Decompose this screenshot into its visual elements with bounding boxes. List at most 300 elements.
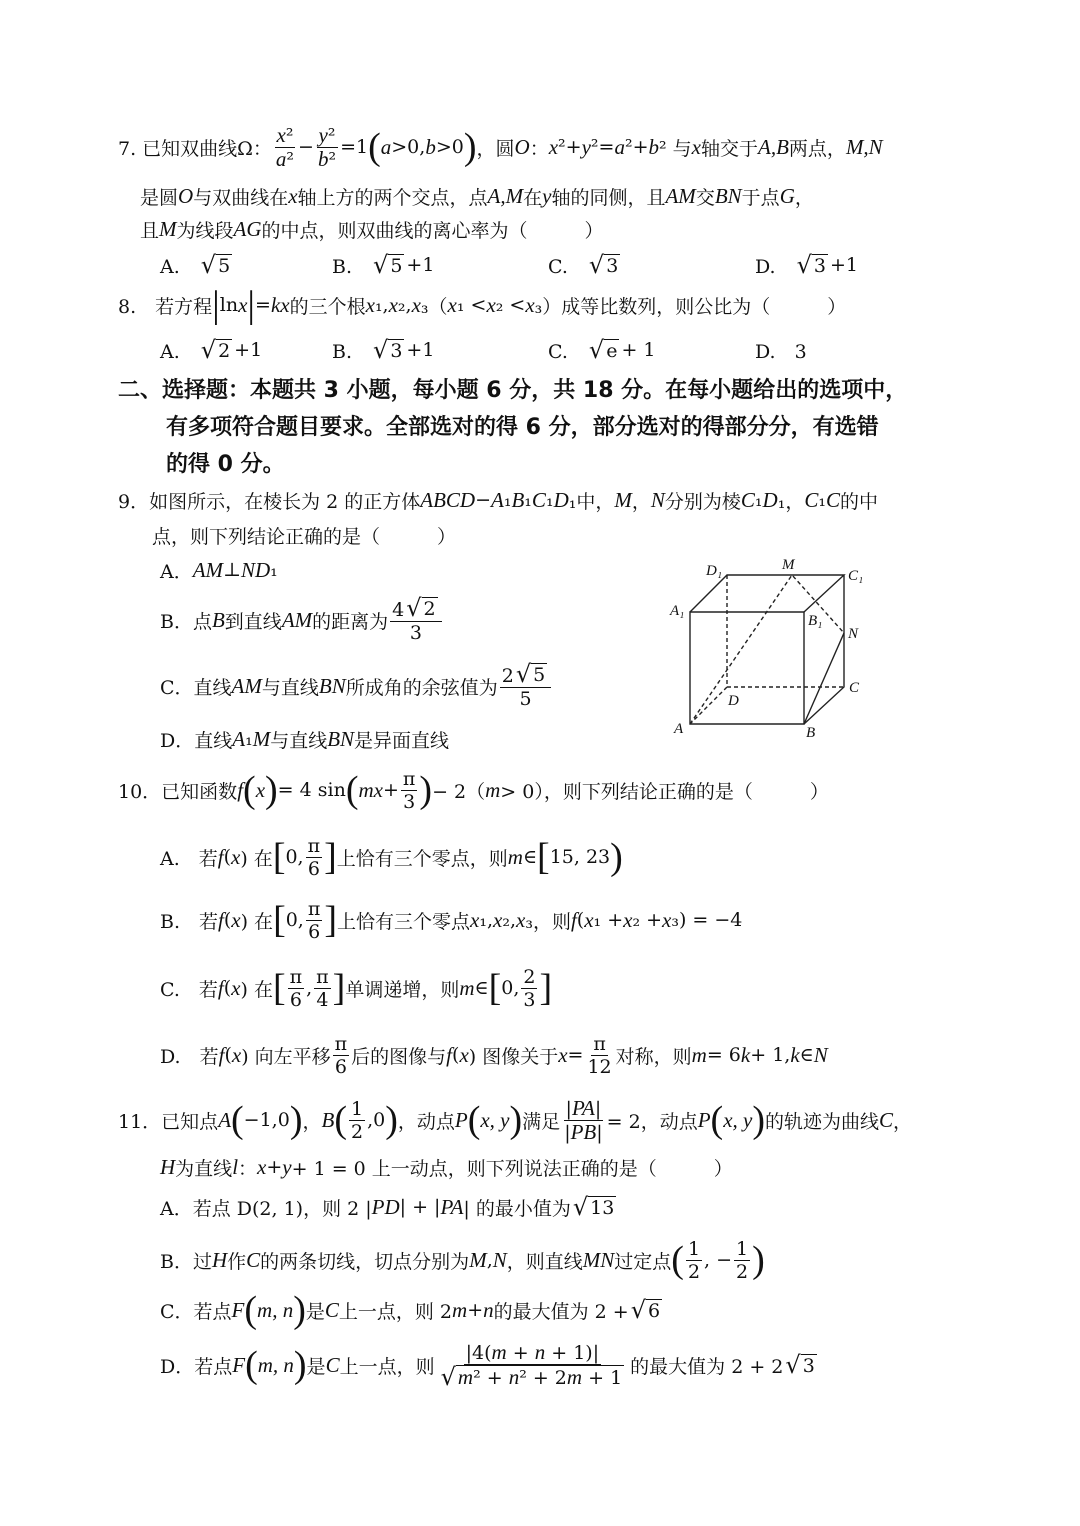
math-variable: x <box>288 183 298 208</box>
fraction <box>306 898 323 943</box>
text-run: 15, 23 <box>549 846 611 868</box>
denominator <box>274 148 296 171</box>
math-variable: A <box>232 726 246 751</box>
text-run: ) 在 <box>240 978 273 1001</box>
text-run: 6 <box>334 1055 347 1078</box>
text-run: ₁， <box>777 490 805 513</box>
math-bracket: ) <box>463 126 477 168</box>
math-variable: x <box>447 292 457 317</box>
text-run: 1 <box>736 1237 749 1260</box>
text-run: π <box>316 965 329 988</box>
math-variable: x <box>238 292 248 317</box>
math-variable: m <box>507 844 523 869</box>
text-run: + 1, <box>750 1044 791 1066</box>
text-run: 后的图像与 <box>351 1045 447 1068</box>
radicand <box>646 1299 662 1322</box>
text-run: D. 3 <box>755 340 807 363</box>
text-run: 5 <box>390 255 403 277</box>
fraction <box>734 1238 750 1283</box>
cube-figure <box>668 553 878 743</box>
radical-sign: √ <box>200 251 217 279</box>
denominator <box>408 622 424 644</box>
text-run: 6 <box>648 1300 661 1322</box>
math-variable: f <box>570 907 577 932</box>
q9-line-1 <box>118 480 878 520</box>
text-run: A． <box>160 560 193 583</box>
q8-line-1 <box>118 285 846 325</box>
text-run: ²+ <box>624 136 649 158</box>
text-run: 到直线 <box>224 610 282 633</box>
math-variable: BN <box>714 183 742 208</box>
radical-sign: √ <box>406 594 422 622</box>
math-variable: AM <box>665 183 696 208</box>
text-run: > 0），则下列结论正确的是（ ） <box>500 780 829 803</box>
radical-sign: √ <box>373 336 389 364</box>
fraction <box>401 768 418 813</box>
text-run: ₃）成等比数列，则公比为（ ） <box>534 295 847 318</box>
math-variable: M <box>159 216 177 241</box>
math-variable: B <box>511 487 525 512</box>
text-run: C. <box>548 255 587 278</box>
math-variable: x <box>623 907 633 932</box>
math-variable: y <box>282 1154 292 1179</box>
numerator <box>306 835 323 858</box>
text-run: ² <box>286 148 295 171</box>
label-n: N <box>848 626 859 642</box>
text-run: 的两条切线，切点分别为 <box>260 1250 470 1273</box>
text-run: , <box>486 1249 493 1271</box>
math-variable: x, y <box>480 1107 510 1132</box>
text-run: 轴的同侧，且 <box>551 186 666 209</box>
text-run: ² <box>328 148 337 171</box>
text-run: ₂ + <box>632 909 663 931</box>
text-run: ₁ <box>524 489 532 511</box>
text-run: B．过 <box>160 1250 212 1273</box>
text-run: 上一点，则 2 <box>338 1300 453 1323</box>
text-run: 5 <box>218 255 231 277</box>
hidden-edges <box>690 575 844 724</box>
math-bracket: ( <box>244 1289 258 1331</box>
math-variable: x <box>231 907 241 932</box>
radical-sign: √ <box>200 336 217 364</box>
text-run: 为线段 <box>176 219 234 242</box>
text-run: ₁ + <box>593 909 624 931</box>
square-root <box>201 338 232 362</box>
text-run: π <box>307 834 321 857</box>
math-variable: x <box>411 292 421 317</box>
numerator <box>314 966 331 989</box>
text-run: 3 <box>606 255 619 277</box>
math-bracket: [ <box>537 836 550 878</box>
label-a1: A₁ <box>670 603 685 619</box>
math-variable: f <box>446 1042 453 1067</box>
math-variable: mx <box>358 777 383 802</box>
math-variable: x <box>493 907 503 932</box>
denominator <box>306 858 322 880</box>
math-variable: PA <box>440 1194 464 1219</box>
label-c1: C₁ <box>848 568 864 584</box>
math-variable: AM <box>231 673 262 698</box>
text-run: − <box>475 489 492 511</box>
numerator <box>349 1098 365 1121</box>
text-run: ( <box>223 909 232 931</box>
text-run: 2 <box>736 1260 749 1283</box>
math-variable: D <box>553 487 569 512</box>
math-bracket: ] <box>539 967 553 1009</box>
text-run: 的三个根 <box>289 295 366 318</box>
math-bracket: ) <box>509 1099 523 1141</box>
q8-option-b <box>332 330 434 370</box>
math-variable: k <box>740 1042 751 1067</box>
square-root <box>589 338 620 362</box>
section-heading-line-1: 二、选择题：本题共 3 小题，每小题 6 分，共 18 分。在每小题给出的选项中， <box>118 377 908 403</box>
text-run: B．点 <box>160 610 212 633</box>
text-run: 是圆 <box>140 186 179 209</box>
math-variable: f <box>217 844 224 869</box>
q7-option-b <box>332 245 434 285</box>
text-run: 的最大值为 2 + 2 <box>630 1355 784 1378</box>
fraction <box>316 124 338 171</box>
math-variable: A,B <box>758 134 789 159</box>
q11-option-a <box>160 1187 618 1227</box>
q10-option-c <box>160 965 553 1011</box>
math-variable: x <box>365 292 375 317</box>
text-run: ₁ <box>818 489 826 511</box>
math-variable: m <box>566 1364 583 1389</box>
math-variable: x, y <box>723 1107 753 1132</box>
text-run: C. <box>548 340 587 363</box>
math-variable: x <box>459 1042 469 1067</box>
text-run: 的中点，则双曲线的离心率为（ ） <box>261 219 604 242</box>
math-bracket: | <box>212 284 220 326</box>
radical-sign: √ <box>630 1296 647 1324</box>
text-run: ， <box>631 490 651 513</box>
math-variable: ND <box>240 557 271 582</box>
numerator <box>288 966 305 989</box>
label-b: B <box>806 725 816 741</box>
text-run: ， <box>794 186 814 209</box>
radicand <box>388 339 404 362</box>
math-variable: F <box>232 1352 246 1377</box>
text-run: e <box>606 340 618 362</box>
text-run: = 2，动点 <box>606 1110 698 1133</box>
math-variable: m, n <box>257 1352 294 1377</box>
text-run: 过定点 <box>614 1250 672 1273</box>
text-run: 所成角的余弦值为 <box>345 676 498 699</box>
math-bracket: ) <box>610 836 623 878</box>
math-variable: x <box>558 1042 568 1067</box>
text-run: + 1)| <box>545 1341 600 1364</box>
label-a: A <box>674 721 684 737</box>
math-variable: PB <box>570 1119 597 1144</box>
math-bracket: ) <box>293 1289 306 1331</box>
math-bracket: ) <box>752 1239 765 1281</box>
q11-option-c <box>160 1290 664 1330</box>
text-run: 0, <box>285 909 304 931</box>
radicand <box>588 1196 616 1219</box>
math-bracket: ] <box>332 967 346 1009</box>
q10-option-b <box>160 897 743 943</box>
square-root <box>373 338 404 362</box>
math-variable: y <box>542 183 552 208</box>
math-variable: k <box>790 1042 800 1067</box>
fraction <box>314 966 331 1011</box>
math-variable: a <box>275 146 287 171</box>
math-variable: x <box>516 907 526 932</box>
text-run: + 1 = 0 上一动点，则下列说法正确的是（ ） <box>291 1157 733 1180</box>
math-bracket: ) <box>293 1344 307 1386</box>
math-variable: PD <box>371 1194 400 1219</box>
q7-line-3 <box>140 209 604 249</box>
math-variable: PA <box>571 1095 595 1120</box>
radical-sign: √ <box>572 1193 589 1221</box>
text-run: 单调递增，则 <box>345 978 460 1001</box>
label-m: M <box>782 557 795 573</box>
text-run: ： <box>529 137 549 160</box>
text-run: 分别为棱 <box>664 490 741 513</box>
math-variable: x <box>276 122 286 147</box>
math-variable: N <box>650 487 665 512</box>
math-variable: b <box>317 146 329 171</box>
text-run: |4( <box>465 1341 492 1364</box>
text-run: 的中 <box>840 490 879 513</box>
math-variable: a <box>614 134 625 159</box>
section-heading-line-3: 的得 0 分。 <box>166 451 285 477</box>
square-root <box>573 1195 616 1219</box>
text-run: | 的最小值为 <box>463 1197 571 1220</box>
math-bracket: | <box>247 284 256 326</box>
text-run: ， <box>302 1110 322 1133</box>
text-run: = <box>255 294 271 316</box>
text-run: +1 <box>406 254 435 276</box>
radical-sign: √ <box>515 660 532 688</box>
math-variable: n <box>483 1297 494 1322</box>
math-variable: C <box>804 487 819 512</box>
label-d1: D₁ <box>706 563 723 579</box>
text-run: = 4 sin <box>277 779 346 801</box>
math-variable: b <box>425 134 436 159</box>
text-run: 作 <box>227 1250 247 1273</box>
text-run: 3 <box>390 340 403 362</box>
radical-sign: √ <box>588 336 605 364</box>
text-run: π <box>334 1032 348 1055</box>
text-run: 7. 已知双曲线Ω： <box>118 137 272 160</box>
fraction <box>390 596 441 644</box>
text-run: | <box>594 1097 602 1120</box>
text-run: 5 <box>519 688 532 710</box>
text-run: 是异面直线 <box>354 729 450 752</box>
math-variable: AM <box>192 557 224 582</box>
math-variable: MN <box>582 1247 615 1272</box>
text-run: ₁中， <box>568 490 615 513</box>
math-variable: x <box>257 1154 267 1179</box>
text-run: 6 <box>307 857 320 880</box>
text-run: 6 <box>308 920 321 943</box>
math-bracket: ( <box>334 1099 347 1141</box>
math-variable: N <box>813 1042 828 1067</box>
text-run: A. 若 <box>160 847 218 870</box>
text-run: −1,0 <box>243 1109 290 1131</box>
text-run: 的轨迹为曲线 <box>765 1110 880 1133</box>
math-variable: l <box>232 1154 239 1179</box>
numerator <box>591 1033 608 1056</box>
text-run: | <box>565 1097 572 1120</box>
math-variable: C <box>324 1297 339 1322</box>
text-run: 1 <box>350 1097 364 1120</box>
math-bracket: ] <box>324 836 337 878</box>
text-run: 对称，则 <box>615 1045 692 1068</box>
radicand <box>812 254 828 277</box>
text-run: 12 <box>587 1055 612 1078</box>
denominator <box>437 1362 629 1391</box>
text-run: ₂ < <box>495 294 526 316</box>
text-run: , <box>306 977 313 999</box>
text-run: ( <box>452 1044 460 1066</box>
text-run: 5 <box>533 664 546 686</box>
text-run: =1 <box>340 136 369 158</box>
radicand <box>388 254 404 277</box>
text-run: 于点 <box>741 186 780 209</box>
math-variable: AM <box>281 607 313 632</box>
text-run: 是 <box>305 1300 325 1323</box>
math-bracket: ( <box>243 769 256 811</box>
text-run: 10．已知函数 <box>118 780 238 803</box>
text-run: 的距离为 <box>312 610 389 633</box>
radical-sign: √ <box>440 1362 456 1391</box>
math-variable: f <box>218 1042 225 1067</box>
math-variable: C <box>740 487 755 512</box>
text-run: ) 向左平移 <box>241 1045 331 1068</box>
text-run: C. 若 <box>160 978 218 1001</box>
text-run: ₁ <box>503 489 512 511</box>
text-run: ∈ <box>522 846 538 868</box>
math-variable: C <box>825 487 840 512</box>
text-run: | <box>564 1121 571 1144</box>
segment-bn <box>804 633 844 724</box>
text-run: 11．已知点 <box>118 1110 219 1133</box>
math-variable: m <box>491 1339 507 1364</box>
math-bracket: ( <box>368 126 381 168</box>
text-run: ₁ <box>545 489 554 511</box>
radicand <box>456 1365 624 1389</box>
text-run: 上恰有三个零点，则 <box>336 847 508 870</box>
label-b1: B₁ <box>808 613 823 629</box>
text-run: + <box>506 1341 535 1364</box>
denominator <box>562 1121 604 1144</box>
square-root <box>201 253 232 277</box>
text-run: B. <box>332 340 372 363</box>
fraction <box>288 966 305 1011</box>
math-bracket: ) <box>752 1099 766 1141</box>
q10-option-d <box>160 1032 828 1078</box>
math-variable: C <box>246 1247 261 1272</box>
text-run: B. <box>332 255 372 278</box>
math-bracket: ) <box>385 1099 398 1141</box>
q11-option-d <box>160 1339 819 1391</box>
text-run: 0, <box>285 846 304 868</box>
q8-option-a <box>160 330 262 370</box>
math-variable: x <box>231 975 241 1000</box>
math-variable: O <box>514 134 530 159</box>
math-variable: x <box>525 292 535 317</box>
square-root <box>373 253 404 277</box>
q7-option-c <box>548 245 622 285</box>
text-run: ₁ <box>270 559 278 581</box>
text-run: 2 <box>501 665 514 687</box>
fraction <box>333 1033 350 1078</box>
math-variable: m <box>457 1364 474 1389</box>
fraction <box>349 1098 365 1143</box>
text-run: C．若点 <box>160 1300 232 1323</box>
text-run: + <box>382 779 399 801</box>
math-bracket: [ <box>272 836 286 878</box>
math-bracket: ] <box>324 899 338 941</box>
text-run: 轴交于 <box>701 137 759 160</box>
math-variable: n <box>508 1364 520 1389</box>
math-variable: f <box>237 777 244 802</box>
radical-sign: √ <box>785 1351 801 1379</box>
math-bracket: ( <box>467 1099 481 1141</box>
text-run: 3 <box>409 622 422 644</box>
math-variable: P <box>454 1107 468 1132</box>
fraction <box>306 835 323 880</box>
text-run: 4 <box>392 599 405 621</box>
square-root <box>785 1353 816 1377</box>
math-bracket: ( <box>245 1344 258 1386</box>
math-bracket: ( <box>671 1239 684 1281</box>
label-c: C <box>849 680 860 696</box>
radicand <box>531 663 547 686</box>
math-variable: B <box>211 607 225 632</box>
denominator <box>521 989 537 1011</box>
text-run: ² + 2 <box>519 1366 567 1389</box>
q7-option-d <box>755 245 858 285</box>
math-variable: N <box>492 1247 507 1272</box>
text-run: 是 <box>306 1355 326 1378</box>
q9-option-a <box>160 550 278 590</box>
text-run: + 1 <box>582 1366 623 1389</box>
radicand <box>604 254 620 277</box>
text-run: , − <box>704 1249 733 1271</box>
math-variable: C <box>325 1352 340 1377</box>
radicand <box>801 1354 817 1377</box>
math-variable: y <box>581 134 591 159</box>
text-run: ( <box>576 909 585 931</box>
math-variable: M <box>252 726 271 751</box>
math-variable: x <box>255 777 266 802</box>
q11-line-2 <box>160 1147 733 1187</box>
text-run: +1 <box>830 254 859 276</box>
numerator <box>734 1238 750 1261</box>
text-run: ⊥ <box>223 559 241 581</box>
text-run: ₂, <box>502 909 516 931</box>
numerator <box>275 124 296 148</box>
text-run: | <box>596 1121 603 1144</box>
math-variable: m <box>691 1042 707 1067</box>
math-variable: x <box>470 907 480 932</box>
text-run: D. 若 <box>160 1045 219 1068</box>
math-variable: D <box>762 487 778 512</box>
text-run: +1 <box>406 339 435 361</box>
text-run: 轴上方的两个交点，点 <box>297 186 488 209</box>
math-bracket: ( <box>231 1099 244 1141</box>
denominator <box>349 1121 365 1143</box>
text-run: ² + <box>473 1366 509 1389</box>
q8-option-c <box>548 330 656 370</box>
text-run: + <box>266 1156 283 1178</box>
math-bracket: [ <box>488 967 502 1009</box>
text-run: 两点， <box>788 137 846 160</box>
